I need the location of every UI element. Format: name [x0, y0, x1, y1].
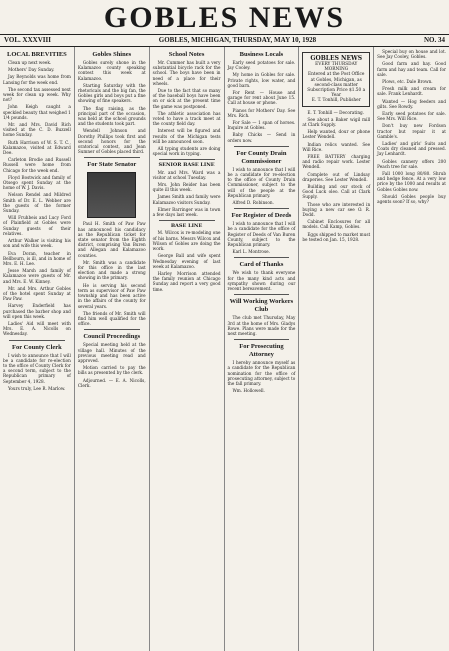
- divider: [234, 339, 290, 340]
- portrait-caption: Paul H. Smith of Paw Paw has announced his candidacy as the Republican ticket for state senator from the Eighth district, comprising Van Buren and Allegan and Kalamazoo counties.: [77, 221, 146, 258]
- paragraph: George Ball and wife spent Wednesday evening of last week at Kalamazoo.: [152, 253, 221, 269]
- divider: [9, 340, 65, 341]
- divider: [234, 208, 290, 209]
- card-of-thanks-body: [228, 270, 296, 291]
- classified-ads-body: [302, 110, 370, 242]
- section-heading-card-of-thanks: Card of Thanks: [239, 261, 284, 269]
- paragraph: Arthur Walker is visiting his son and wife this week.: [3, 238, 71, 249]
- divider: [159, 220, 215, 221]
- paragraph: Complete out of Lindsay draperies. See Lester Wendell.: [302, 171, 371, 182]
- paragraph: Adjourned. — E. A. Nicolls, Clerk.: [77, 377, 146, 388]
- drain-commissioner-body: [228, 167, 296, 205]
- publisher-line: EVERY THURSDAY MORNING: [315, 62, 358, 73]
- paragraph: Eva Doran, teacher in Bellbourn, is ill, and in home of Mrs. E. H. Lee.: [3, 250, 71, 266]
- paragraph: Ladies' and girls' Suits and Coats dry cleaned and pressed. Jay Lenhardt.: [377, 141, 446, 157]
- paragraph: Jesse Marsh and family of Kalamazoo were guests of Mr. and Mrs. E. W. Kinney.: [3, 268, 71, 284]
- paragraph: Help wanted, dour or phone Lester Wendell.: [302, 129, 371, 140]
- paragraph: Carleton Brodie and Russell Russell were home from Chicago for the week end.: [3, 157, 71, 173]
- paragraph: He is serving his second term as supervisor of Paw Paw township and has been active in the affairs of the county for several years.: [77, 282, 146, 309]
- section-heading-county-clerk: For County Clerk: [12, 343, 62, 351]
- paragraph: Mr. and Mrs. David Rich visited at the C. D. Buzzell home Sunday.: [3, 122, 71, 138]
- base-line-body: [153, 230, 221, 291]
- workers-club-body: [228, 315, 296, 336]
- paragraph: Don't buy new Fordson tractor but repair it at Gamble's.: [377, 123, 446, 139]
- county-clerk-body: [3, 353, 71, 391]
- dateline-text: GOBLES, MICHIGAN, THURSDAY, MAY 10, 1928: [158, 36, 317, 44]
- council-body: [78, 342, 146, 388]
- paragraph: Karl L. Montrose.: [232, 249, 270, 255]
- column-6: [374, 47, 449, 651]
- section-heading-school-notes: School Notes: [168, 51, 205, 58]
- paragraph: Plows, etc. Dale Brown.: [382, 79, 433, 85]
- paragraph: We wish to thank everyone for the many kind acts and sympathy shown during our recent bereavement.: [227, 270, 296, 292]
- paragraph: Harvey Enderfield has purchased the barber shop and will open this week.: [3, 303, 71, 319]
- publisher-line: Entered at the Post Office at Gobles, Michigan, as second-class matter: [308, 72, 365, 88]
- dateline-bar: [0, 34, 449, 47]
- paragraph: James Smith and family were Kalamazoo visitors Sunday.: [152, 194, 221, 205]
- candidate-portrait: [87, 172, 136, 218]
- paragraph: Mr. and Mrs. Arthur Gobles of the hotel spent Sunday at Paw Paw.: [3, 285, 71, 302]
- paragraph: Building and our stock of Good Luck oleo. Call at Clark Supply.: [302, 184, 371, 200]
- gobles-shines-body: [78, 60, 146, 154]
- local-brevities-body: [3, 60, 71, 337]
- paragraph: Wanted — Hog feeders and gilts. See Rowdy.: [377, 98, 446, 109]
- paragraph: The second tax assessed next week for clean up week. Why not?: [3, 86, 71, 103]
- paragraph: Ruth Harrison of W. S. T. C., Kalamazoo, visited at Edward Dee.: [3, 139, 71, 156]
- paragraph: Cabinet Enclosures for all models. Call Kamp, Gobles.: [302, 219, 371, 230]
- paragraph: Alfred D. Robinson.: [232, 200, 274, 206]
- paragraph: Due to the fact that so many of the baseball boys have been on or sick at the present time the game was postponed.: [152, 88, 221, 109]
- section-heading-business-locals: Business Locals: [239, 51, 284, 58]
- paragraph: Mothers' Day Sunday.: [8, 67, 55, 73]
- paragraph: Will Fruhbeis and Lucy Ford of Plainfield at Gobles were Sunday guests of their relatives.: [3, 215, 71, 236]
- section-heading-state-senator: For State Senator: [87, 161, 137, 169]
- paragraph: Starting Saturday with the rhetoricals and the big fan, the Gobles girls and boys put a fine showing of fine speakers.: [77, 82, 146, 104]
- paragraph: Yours truly, Lee R. Marlow.: [8, 385, 66, 391]
- paragraph: E. T. Tonhill — Decorating.: [307, 109, 365, 115]
- divider: [234, 146, 290, 147]
- publisher-box-title: GOBLES NEWS: [310, 55, 363, 62]
- paragraph: Wm. Hollowell.: [232, 388, 265, 394]
- paragraph: Mr. Smith was a candidate for this office in the last election and made a strong showing in the primary.: [77, 259, 146, 281]
- section-heading-workers-club: Will Working Workers Club: [229, 298, 294, 314]
- paragraph: Early seed potatoes for sale. Jay Cooley.: [227, 60, 296, 71]
- paragraph: The club met Thursday, May 3rd at the home of Mrs. Gladys Rowe. Plans were made for the next meeting.: [227, 315, 296, 336]
- paragraph: Special meeting held at the village hall. Minutes of the previous meeting read and approved.: [77, 342, 146, 363]
- paragraph: The friends of Mr. Smith will find him well qualified for the office.: [77, 310, 146, 327]
- paragraph: M. Wilcox is re-modeling one of his barns. Messrs Wilcox and Wilson of Gobles are doing the work.: [152, 230, 221, 252]
- paragraph: The flag raising, as the principal part of the occasion, was held at the school grounds and the students took part.: [77, 105, 146, 127]
- paragraph: I wish to announce that I will be a candidate for re-election to the office of County Clerk for a second term, subject to the Republican primary of September 4, 1928.: [3, 352, 71, 384]
- column-5: [299, 47, 374, 651]
- divider: [84, 157, 140, 158]
- column-4: [225, 47, 300, 651]
- paragraph: See about a Baker wigil mill at Clark Supply.: [302, 116, 371, 128]
- column-2: [75, 47, 150, 651]
- paragraph: Elmer Barringer was in town a few days last week.: [152, 206, 221, 218]
- newspaper-title: GOBLES NEWS: [103, 1, 346, 34]
- paragraph: I wish to announce that I will be a candidate for re-election to the office of County Drain Commissioner, subject to the will of the people at the Republican primary.: [227, 166, 296, 198]
- column-1: [0, 47, 75, 651]
- paragraph: Floyd Bostwick and family of Otsego spent Sunday at the home of W. J. Davis.: [3, 174, 71, 191]
- paragraph: The athletic association has voted to have a track meet at the county field day.: [152, 110, 221, 127]
- paragraph: Nelson Rendel and Mildred Smith of Dr. E. L. Webber are the guests of the former Sunday.: [3, 192, 71, 214]
- paragraph: Baby Chicks — Send in orders now.: [227, 132, 296, 143]
- paragraph: Ladies' Aid will meet with Mrs. E. A. Nicolls on Wednesday.: [3, 320, 71, 337]
- paragraph: Wendell Johnson and Dorothy Phillips took first and second honors for the oratorical contest, and Jean Sumner of Gobles placed third.: [77, 128, 146, 155]
- page-columns: [0, 47, 449, 651]
- column-3: [150, 47, 225, 651]
- paragraph: Pianos for Mothers' Day. See Mrs. Rich.: [227, 107, 296, 118]
- masthead: [0, 0, 449, 34]
- paragraph: Mrs. John Reider has been quite ill this week.: [152, 182, 221, 193]
- paragraph: Motion carried to pay the bills as presented by the clerk.: [77, 365, 146, 376]
- paragraph: Jay Reynolds was home from Lansing for the week end.: [3, 74, 71, 85]
- issue-number: NO. 34: [423, 36, 445, 44]
- section-heading-register-of-deeds: For Register of Deeds: [231, 212, 292, 220]
- state-senator-body: [78, 260, 146, 326]
- publisher-box-lines: [305, 62, 367, 104]
- paragraph: I wish to announce that I will be a candidate for the office of Register of Deeds of Van Buren County, subject to the Republican primary.: [227, 221, 296, 248]
- classified-ads-continued: [377, 49, 446, 204]
- paragraph: For Rent — House and garage for rent about June 15. Call at house or phone.: [227, 90, 296, 106]
- paragraph: My home in Gobles for sale. Private rights, low water, and good barn.: [227, 72, 296, 88]
- paragraph: Early seed potatoes for sale. See Mrs. Will Rice.: [377, 111, 446, 122]
- school-notes-body: [153, 60, 221, 156]
- publisher-box: [302, 52, 370, 107]
- prosecuting-attorney-body: [228, 360, 296, 393]
- section-heading-prosecuting-attorney: For Prosecuting Attorney: [239, 343, 284, 359]
- divider: [234, 257, 290, 258]
- section-heading-gobles-shines: Gobles Shines: [92, 51, 132, 58]
- section-heading-local-brevities: LOCAL BREVITIES: [7, 51, 67, 58]
- senior-base-line-body: [153, 170, 221, 218]
- divider: [84, 329, 140, 330]
- paragraph: Mr. Cummer has built a very substantial bicycle rack for the school. The boys have been in need of a place for their wheels.: [152, 60, 221, 86]
- section-heading-council: Council Proceedings: [83, 333, 141, 341]
- business-locals-body: [228, 60, 296, 143]
- section-heading-base-line: BASE LINE: [170, 223, 203, 230]
- paragraph: Those who are interested in buying a new car see O. R. Dodd.: [302, 201, 371, 218]
- section-heading-drain-commissioner: For County Drain Commissioner: [236, 149, 287, 165]
- paragraph: Harley Morrison attended the family reunion at Chicago Sunday and report a very good time.: [152, 270, 221, 292]
- paragraph: For Sale — 1 span of horses. Inquire at Gobles.: [227, 120, 296, 131]
- register-of-deeds-body: [228, 221, 296, 254]
- paragraph: Fall 1000 long 80/80. Shrub and hedge fence. At a very low price by the 1000 and results at Gobles Gobles now.: [377, 171, 446, 192]
- divider: [159, 159, 215, 160]
- section-heading-senior-base-line: SENIOR BASE LINE: [158, 162, 215, 169]
- paragraph: Gobles cannery offers 200 Peach tree for sale.: [377, 158, 446, 169]
- publisher-line: E. T. Tonhill, Publisher: [311, 98, 361, 104]
- paragraph: Mr. and Mrs. Ward was a visitor at school Tuesday.: [152, 169, 221, 180]
- paragraph: Eggs shipped to market must be tested on Jan. 15, 1928.: [302, 231, 371, 242]
- paragraph: Interest will be figured and results of the Michigan tests will be announced soon.: [152, 128, 221, 144]
- paragraph: FREE BATTERY charging and radio repair work. Lester Wendell.: [302, 154, 371, 170]
- paragraph: Special buy on house and lot. See Jay Cooley, Gobles.: [377, 49, 446, 60]
- paragraph: I hereby announce myself as a candidate for the Republican nomination for the office of prosecuting attorney, subject to the fall primary.: [227, 360, 296, 386]
- publisher-line: Subscription Price $1.50 a Year: [307, 88, 366, 99]
- volume-label: VOL. XXXVIII: [4, 36, 51, 44]
- paragraph: John Keigh caught a speckled beauty that weighed 1 1/4 pounds.: [3, 104, 71, 120]
- paragraph: Indian relics wanted. See Will Rice.: [302, 141, 371, 152]
- paragraph: Should Gobles people buy agents soon? If so, why?: [377, 193, 446, 205]
- paragraph: Clean up next week.: [8, 60, 52, 65]
- paragraph: All typing students are doing special work in typing.: [152, 146, 221, 157]
- paragraph: Gobles surely shone in the Kalamazoo county speaking contest this week at Kalamazoo.: [77, 60, 146, 81]
- divider: [234, 294, 290, 295]
- paragraph: Fresh milk and cream for sale. Frank Lenhardt.: [377, 86, 446, 97]
- paragraph: Good farm and hay. Good farm and hay and team. Call for sale.: [377, 61, 446, 77]
